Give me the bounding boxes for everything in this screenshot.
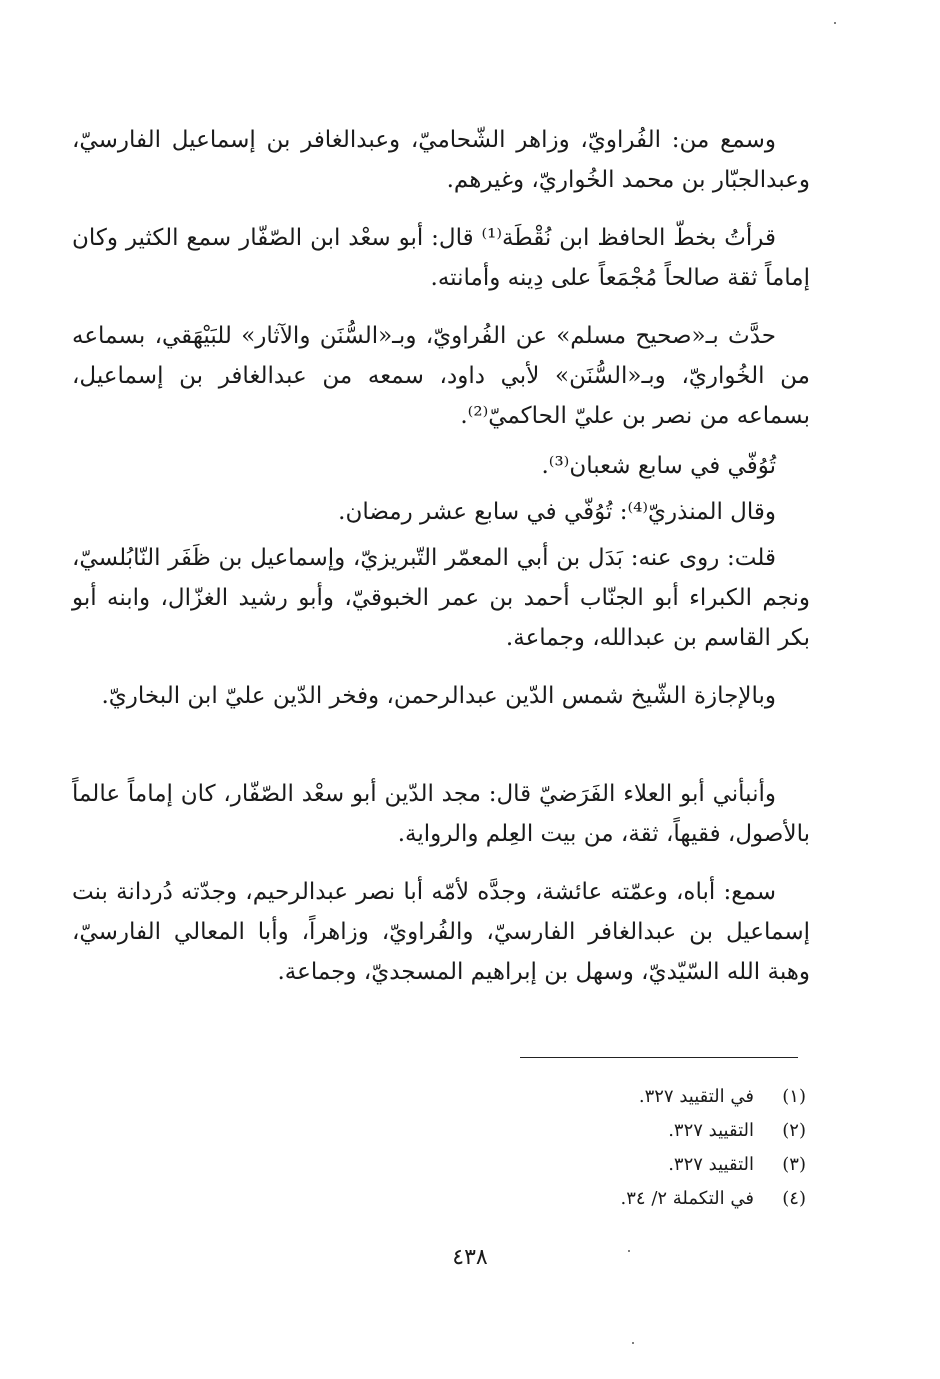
footnote-text: التقييد ٣٢٧. bbox=[668, 1154, 754, 1175]
paragraph-narrated: حدَّث بـ«صحيح مسلم» عن الفُراويّ، وبـ«السُّنَن والآثار» للبَيْهَقي، بسماعه من الخُواريّ، وبـ«السُّنَن» لأبي داود، سمعه من عبدالغافر بن إسماعيل، بسماعه من نصر بن عليّ الحاكميّ⁽²⁾. bbox=[72, 323, 810, 429]
scan-speck bbox=[628, 1250, 630, 1252]
footnote-number: (١) bbox=[782, 1086, 806, 1107]
footnote-text: في التقييد ٣٢٧. bbox=[638, 1086, 754, 1107]
paragraph-heard-from: وسمع من: الفُراويّ، وزاهر الشّحاميّ، وعبدالغافر بن إسماعيل الفارسيّ، وعبدالجبّار بن محمد الخُواريّ، وغيرهم. bbox=[72, 127, 810, 193]
paragraph-narrated-from-him: قلت: روى عنه: بَدَل بن أبي المعمّر التّبريزيّ، وإسماعيل بن ظَفَر النّابُلسيّ، ونجم الكبراء أبو الجنّاب أحمد بن عمر الخبوقيّ، وأبو رشيد الغزّال، وابنه أبو بكر القاسم بن عبدالله، وجماعة. bbox=[72, 545, 810, 651]
scan-speck bbox=[834, 22, 836, 24]
paragraph-heard-list: سمع: أباه، وعمّته عائشة، وجدَّه لأمّه أبا نصر عبدالرحيم، وجدّته دُردانة بنت إسماعيل بن عبدالغافر الفارسيّ، والفُراويّ، وزاهراً، وأبا المعالي الفارسيّ، وهبة الله السّيّديّ، وسهل بن إبراهيم المسجديّ، وجماعة. bbox=[72, 879, 810, 985]
footnote-number: (٢) bbox=[782, 1120, 806, 1141]
footnote-number: (٣) bbox=[782, 1154, 806, 1175]
footnote-number: (٤) bbox=[782, 1188, 806, 1209]
scan-speck bbox=[632, 1342, 634, 1344]
footnote-item bbox=[406, 1080, 806, 1114]
footnotes bbox=[406, 1080, 806, 1216]
footnote-divider bbox=[520, 1057, 798, 1058]
paragraph-ijaza: وبالإجازة الشّيخ شمس الدّين عبدالرحمن، وفخر الدّين عليّ ابن البخاريّ. bbox=[101, 683, 776, 709]
footnote-item bbox=[406, 1114, 806, 1148]
paragraph-ibn-nuqta: قرأتُ بخطّ الحافظ ابن نُقْطَة⁽¹⁾ قال: أبو سعْد ابن الصّفّار سمع الكثير وكان إماماً ثقة صالحاً مُجْمَعاً على دِينه وأمانته. bbox=[72, 225, 810, 291]
footnote-text: في التكملة ٢/ ٣٤. bbox=[620, 1188, 754, 1209]
paragraph-mundhiri: وقال المنذريّ⁽⁴⁾: تُوُفّي في سابع عشر رمضان. bbox=[338, 499, 776, 525]
footnote-item bbox=[406, 1148, 806, 1182]
footnote-text: التقييد ٣٢٧. bbox=[668, 1120, 754, 1141]
page-number: ٤٣٨ bbox=[452, 1245, 488, 1270]
paragraph-faradi: وأنبأني أبو العلاء الفَرَضيّ قال: مجد الدّين أبو سعْد الصّفّار، كان إماماً عالماً بالأصول، فقيهاً، ثقة، من بيت العِلم والرواية. bbox=[72, 781, 810, 847]
paragraph-death-shaban: تُوُفّي في سابع شعبان⁽³⁾. bbox=[541, 453, 776, 479]
footnote-item bbox=[406, 1182, 806, 1216]
